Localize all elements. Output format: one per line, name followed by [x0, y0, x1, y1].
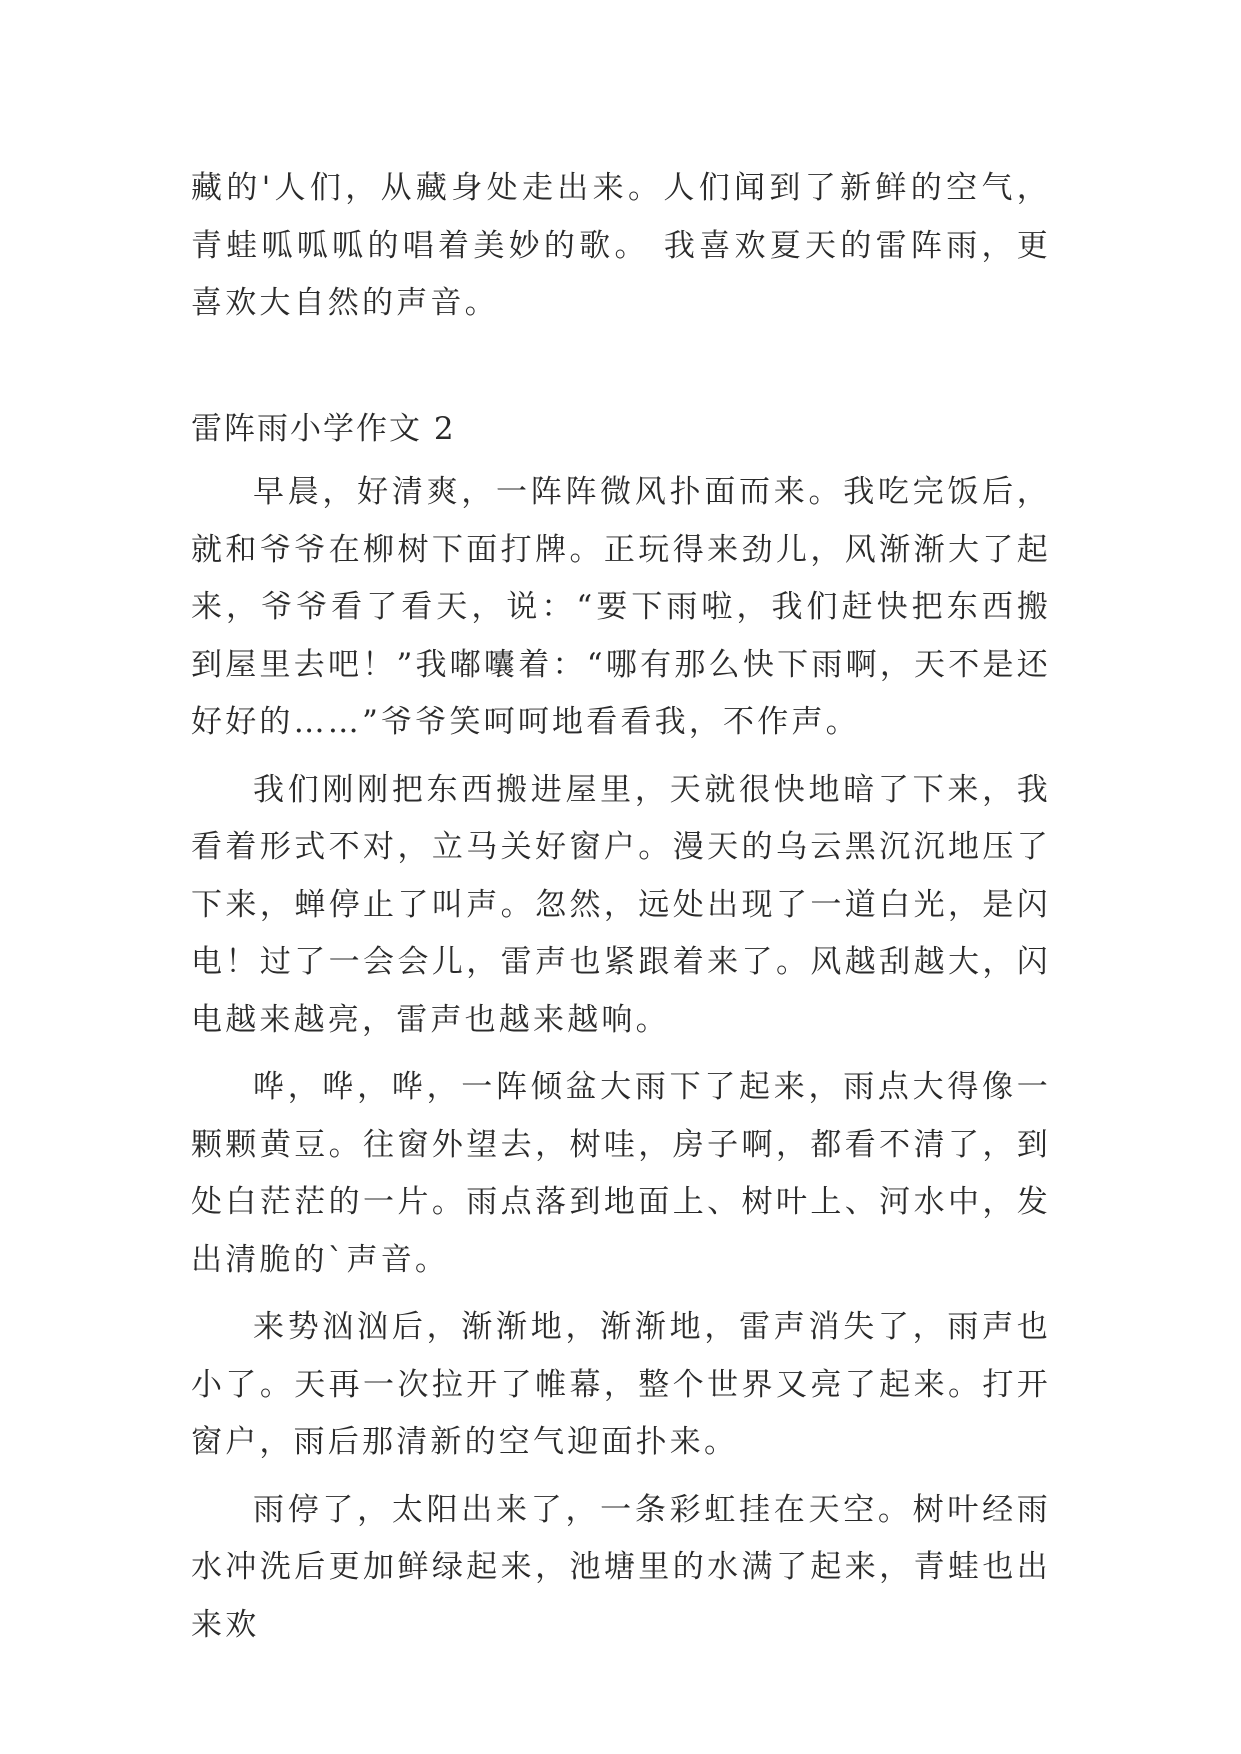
- body-paragraph-1: 早晨，好清爽，一阵阵微风扑面而来。我吃完饭后，就和爷爷在柳树下面打牌。正玩得来劲儿，风渐渐大了起来，爷爷看了看天，说：“要下雨啦，我们赶快把东西搬到屋里去吧！”我嘟囔着：“哪有那么快下雨啊，天不是还好好的……”爷爷笑呵呵地看看我，不作声。: [191, 474, 1051, 740]
- continued-paragraph: 藏的'人们，从藏身处走出来。人们闻到了新鲜的空气，青蛙呱呱呱的唱着美妙的歌。 我喜欢夏天的雷阵雨，更喜欢大自然的声音。: [191, 170, 1051, 321]
- body-paragraph-4: 来势汹汹后，渐渐地，渐渐地，雷声消失了，雨声也小了。天再一次拉开了帷幕，整个世界又亮了起来。打开窗户，雨后那清新的空气迎面扑来。: [191, 1309, 1051, 1460]
- document-body: [191, 160, 1051, 1654]
- body-paragraph-2: 我们刚刚把东西搬进屋里，天就很快地暗了下来，我看着形式不对，立马关好窗户。漫天的乌云黑沉沉地压了下来，蝉停止了叫声。忽然，远处出现了一道白光，是闪电！过了一会会儿，雷声也紧跟着来了。风越刮越大，闪电越来越亮，雷声也越来越响。: [191, 771, 1051, 1038]
- body-paragraph-5: 雨停了，太阳出来了，一条彩虹挂在天空。树叶经雨水冲洗后更加鲜绿起来，池塘里的水满了起来，青蛙也出来欢: [191, 1491, 1051, 1643]
- body-paragraph-3: 哗，哗，哗，一阵倾盆大雨下了起来，雨点大得像一颗颗黄豆。往窗外望去，树哇，房子啊，都看不清了，到处白茫茫的一片。雨点落到地面上、树叶上、河水中，发出清脆的`声音。: [191, 1069, 1051, 1278]
- section-heading: 雷阵雨小学作文 2: [191, 410, 456, 447]
